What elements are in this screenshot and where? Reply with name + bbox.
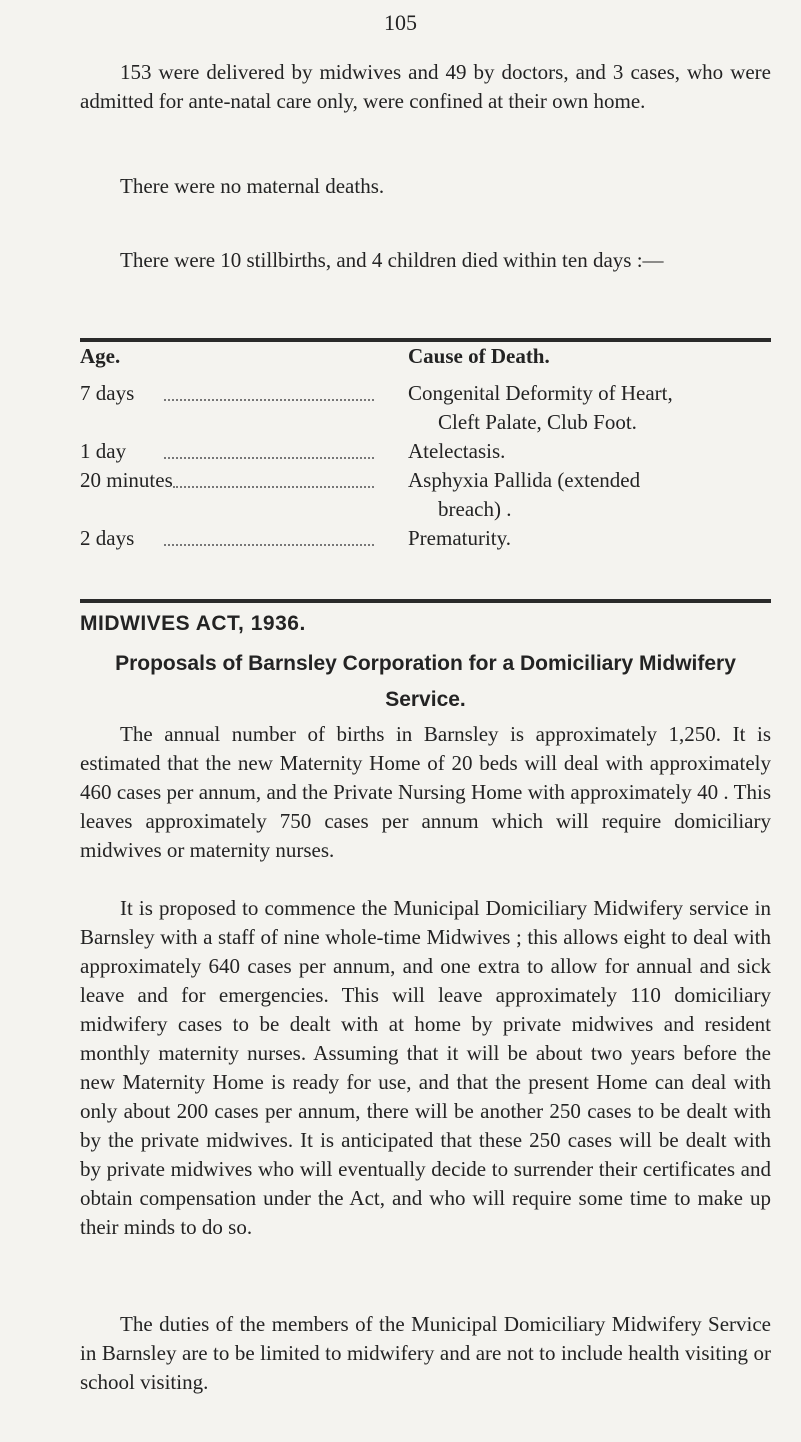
cause-cell-line2: Cleft Palate, Club Foot. xyxy=(438,410,637,434)
body-paragraph-births: The annual number of births in Barnsley is approximately 1,250. It is estimated that the new Maternity Home of 20 beds will deal with approximately 460 cases per annum, and the Private Nursing Home with approximately 40 . This leaves approximately 750 cases per annum which will require domiciliary midwives or maternity nurses. xyxy=(80,722,771,862)
table-row-cause xyxy=(408,379,771,437)
age-cell: 2 days xyxy=(80,526,135,550)
age-cell: 7 days xyxy=(80,381,135,405)
intro-paragraph-delivered: 153 were delivered by midwives and 49 by doctors, and 3 cases, who were admitted for ante-natal care only, were confined at their own home. xyxy=(80,60,771,113)
table-header-cause: Cause of Death. xyxy=(408,344,550,368)
cause-cell-line1: Prematurity. xyxy=(408,526,512,550)
cause-cell-line1: Atelectasis. xyxy=(408,439,506,463)
leader-dots xyxy=(164,437,374,459)
intro-paragraph-stillbirths: There were 10 stillbirths, and 4 children died within ten days :— xyxy=(120,248,664,272)
body-paragraph-duties: The duties of the members of the Municipal Domiciliary Midwifery Service in Barnsley are to be limited to midwifery and are not to include health visiting or school visiting. xyxy=(80,1312,771,1394)
act-title: MIDWIVES ACT, 1936. xyxy=(80,612,306,635)
intro-paragraph-maternal-deaths: There were no maternal deaths. xyxy=(120,174,385,198)
page-number: 105 xyxy=(384,10,417,35)
table-row-cause xyxy=(408,437,771,466)
leader-dots xyxy=(173,466,374,488)
cause-cell-line2: breach) . xyxy=(438,497,512,521)
cause-cell-line1: Asphyxia Pallida (extended xyxy=(408,468,641,492)
leader-dots xyxy=(164,524,374,546)
table-row-cause xyxy=(408,524,771,553)
table-row-age xyxy=(80,524,380,553)
proposal-title: Proposals of Barnsley Corporation for a Domiciliary Midwifery Service. xyxy=(115,652,736,711)
table-row-age xyxy=(80,437,380,466)
cause-cell-line1: Congenital Deformity of Heart, xyxy=(408,381,673,405)
leader-dots xyxy=(164,379,374,401)
age-cell: 1 day xyxy=(80,439,127,463)
table-row-age xyxy=(80,466,380,495)
table-row-age xyxy=(80,379,380,408)
table-header-age: Age. xyxy=(80,344,121,368)
table-bottom-rule xyxy=(80,599,771,603)
table-row-cause xyxy=(408,466,771,524)
table-top-rule xyxy=(80,338,771,342)
body-paragraph-proposal: It is proposed to commence the Municipal Domiciliary Midwifery service in Barnsley with a staff of nine whole-time Midwives ; this allows eight to deal with approximately 640 cases per annum, and one extra to allow for annual and sick leave and for emergencies. This will leave approximately 110 domiciliary midwifery cases to be dealt with at home by private midwives and resident monthly maternity nurses. Assuming that it will be about two years before the new Maternity Home is ready for use, and that the present Home can deal with only about 200 cases per annum, there will be another 250 cases to be dealt with by the private midwives. It is anticipated that these 250 cases will be dealt with by private midwives who will eventually decide to surrender their certificates and obtain compensation under the Act, and who will require some time to make up their minds to do so. xyxy=(80,896,771,1239)
age-cell: 20 minutes xyxy=(80,468,173,492)
